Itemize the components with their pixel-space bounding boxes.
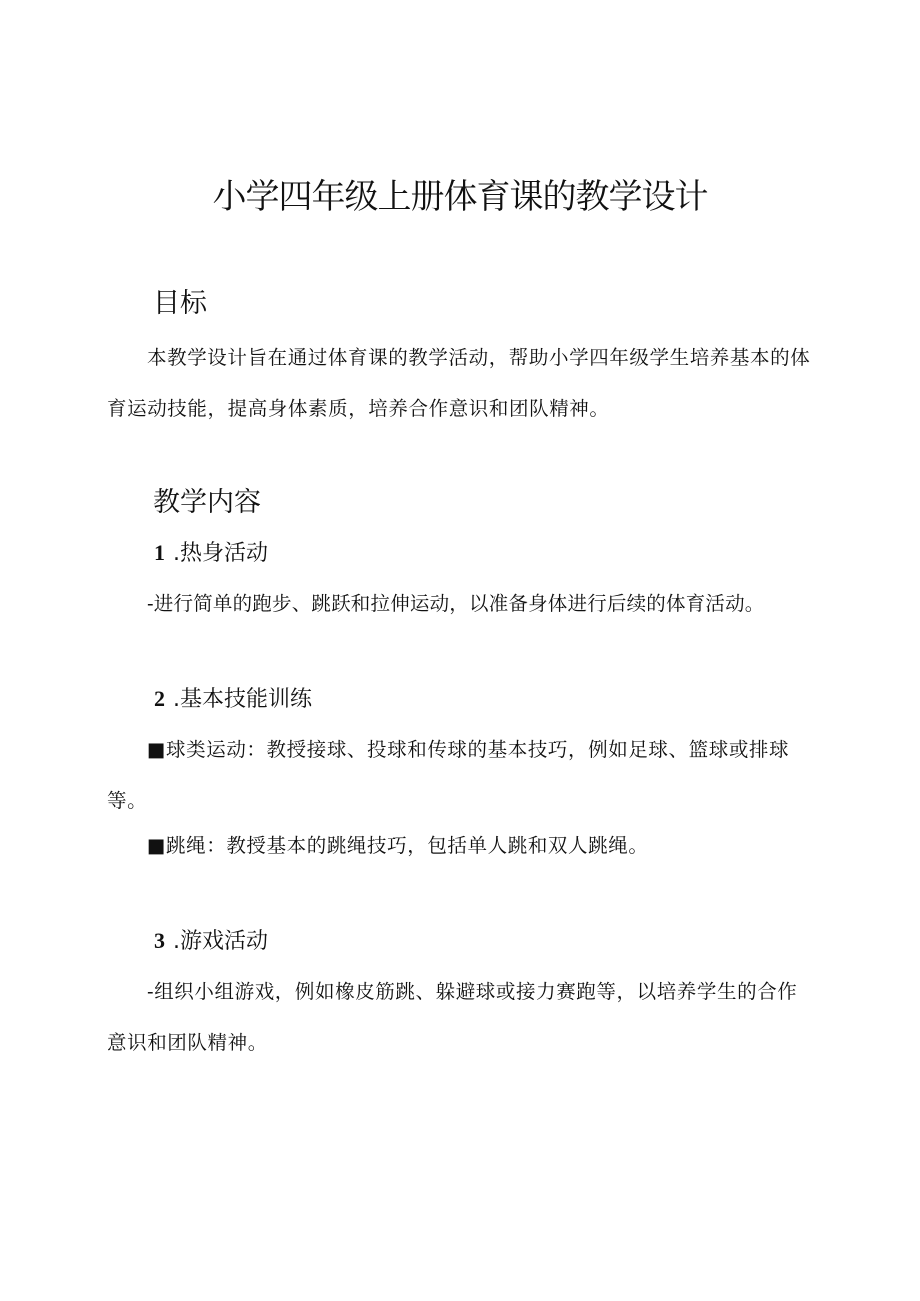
subheading-label: .游戏活动 [173, 929, 268, 954]
subheading-number: 1 [154, 540, 165, 565]
subheading-number: 3 [154, 928, 165, 953]
subheading-label: .热身活动 [173, 541, 268, 566]
document-title: 小学四年级上册体育课的教学设计 [212, 177, 708, 217]
subheading-games [154, 926, 268, 957]
subheading-number: 2 [154, 686, 165, 711]
warmup-paragraph: -进行简单的跑步、跳跃和拉伸运动，以准备身体进行后续的体育活动。 [147, 592, 765, 615]
section-heading-goal: 目标 [153, 288, 207, 319]
goal-paragraph: 本教学设计旨在通过体育课的教学活动，帮助小学四年级学生培养基本的体育运动技能，提高身体素质，培养合作意识和团队精神。 [107, 346, 811, 420]
section-heading-content: 教学内容 [153, 487, 261, 518]
games-paragraph: -组织小组游戏，例如橡皮筋跳、躲避球或接力赛跑等，以培养学生的合作意识和团队精神。 [107, 980, 798, 1054]
jump-rope-paragraph: ■跳绳：教授基本的跳绳技巧，包括单人跳和双人跳绳。 [147, 834, 649, 857]
subheading-label: .基本技能训练 [173, 687, 312, 712]
subheading-warmup [154, 538, 268, 569]
ball-sports-paragraph: ■球类运动：教授接球、投球和传球的基本技巧，例如足球、篮球或排球等。 [107, 738, 790, 812]
subheading-skills [154, 684, 312, 715]
